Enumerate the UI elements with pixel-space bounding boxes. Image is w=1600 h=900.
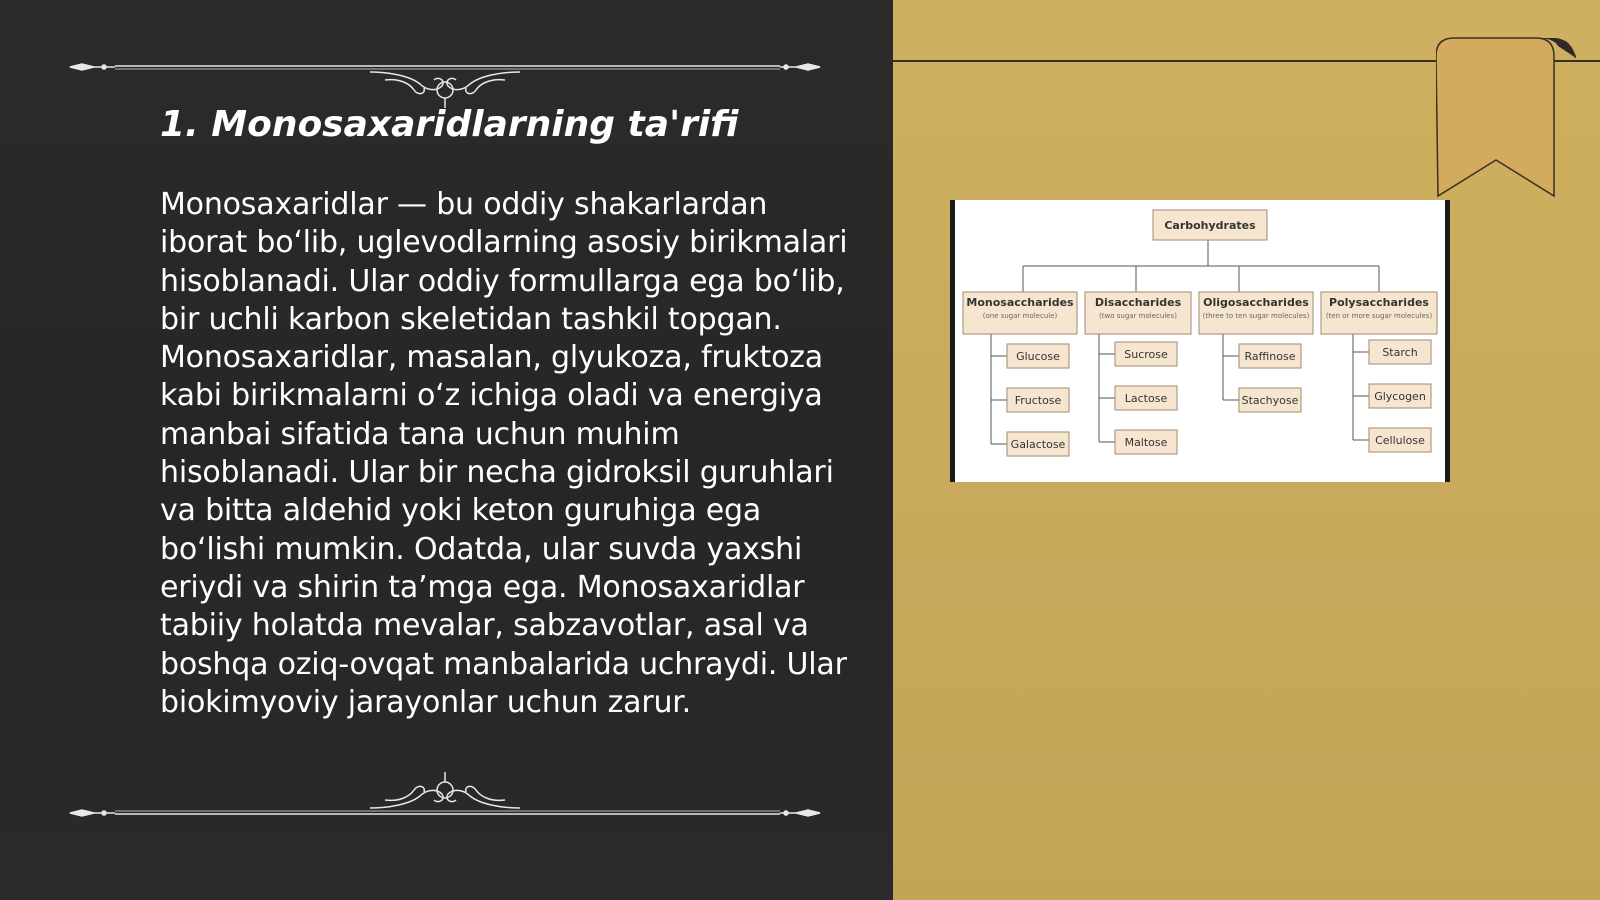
- leaf-label: Starch: [1382, 346, 1418, 359]
- diagram-root-label: Carbohydrates: [1164, 219, 1256, 232]
- diagram-canvas: [955, 200, 1445, 482]
- leaf-label: Maltose: [1124, 436, 1168, 449]
- leaf-label: Sucrose: [1124, 348, 1168, 361]
- category-node-oligosaccharides: [1199, 292, 1313, 334]
- category-sub-label: (one sugar molecule): [982, 312, 1058, 320]
- leaf-label: Raffinose: [1244, 350, 1296, 363]
- leaf-label: Fructose: [1014, 394, 1062, 407]
- leaf-label: Glycogen: [1374, 390, 1426, 403]
- slide-body-text: Monosaxaridlar — bu oddiy shakarlardan iborat bo‘lib, uglevodlarning asosiy birikmalari hisoblanadi. Ular oddiy formullarga ega bo‘lib, bir uchli karbon skeletidan tashkil topgan. Monosaxaridlar, masalan, glyukoza, fruktoza kabi birikmalarni o‘z ichiga oladi va energiya manbai sifatida tana uchun muhim hisoblanadi. Ular bir necha gidroksil guruhlari va bitta aldehid yoki keton guruhiga ega bo‘lishi mumkin. Odatda, ular suvda yaxshi eriydi va shirin ta’mga ega. Monosaxaridlar tabiiy holatda mevalar, sabzavotlar, asal va boshqa oziq-ovqat manbalarida uchraydi. Ular biokimyoviy jarayonlar uchun zarur.: [160, 187, 848, 720]
- category-node-monosaccharides: [963, 292, 1077, 334]
- leaf-node-fructose: [1007, 388, 1069, 412]
- category-node-disaccharides: [1085, 292, 1191, 334]
- leaf-node-stachyose: [1239, 388, 1301, 412]
- leaf-node-raffinose: [1239, 344, 1301, 368]
- bookmark-ribbon-icon: [1436, 36, 1576, 200]
- leaf-label: Stachyose: [1241, 394, 1299, 407]
- slide-title: 1. Monosaxaridlarning ta'rifi: [160, 104, 739, 145]
- category-sub-label: (three to ten sugar molecules): [1202, 312, 1310, 320]
- diagram-root-node: [1153, 210, 1267, 240]
- top-ornament-divider: [60, 50, 830, 110]
- category-label: Monosaccharides: [966, 296, 1074, 309]
- category-sub-label: (ten or more sugar molecules): [1325, 312, 1433, 320]
- leaf-node-galactose: [1007, 432, 1069, 456]
- leaf-node-maltose: [1115, 430, 1177, 454]
- category-label: Disaccharides: [1094, 296, 1182, 309]
- leaf-node-lactose: [1115, 386, 1177, 410]
- leaf-label: Lactose: [1124, 392, 1168, 405]
- category-label: Oligosaccharides: [1203, 296, 1309, 309]
- leaf-label: Glucose: [1016, 350, 1060, 363]
- leaf-label: Cellulose: [1375, 434, 1425, 447]
- leaf-label: Galactose: [1010, 438, 1066, 451]
- leaf-node-glucose: [1007, 344, 1069, 368]
- category-node-polysaccharides: [1321, 292, 1437, 334]
- category-label: Polysaccharides: [1329, 296, 1429, 309]
- leaf-node-sucrose: [1115, 342, 1177, 366]
- category-sub-label: (two sugar molecules): [1099, 312, 1177, 320]
- diagram-links: [991, 240, 1379, 444]
- leaf-node-cellulose: [1369, 428, 1431, 452]
- leaf-node-starch: [1369, 340, 1431, 364]
- bottom-ornament-divider: [60, 770, 830, 830]
- leaf-node-glycogen: [1369, 384, 1431, 408]
- carbohydrates-diagram: [950, 200, 1450, 482]
